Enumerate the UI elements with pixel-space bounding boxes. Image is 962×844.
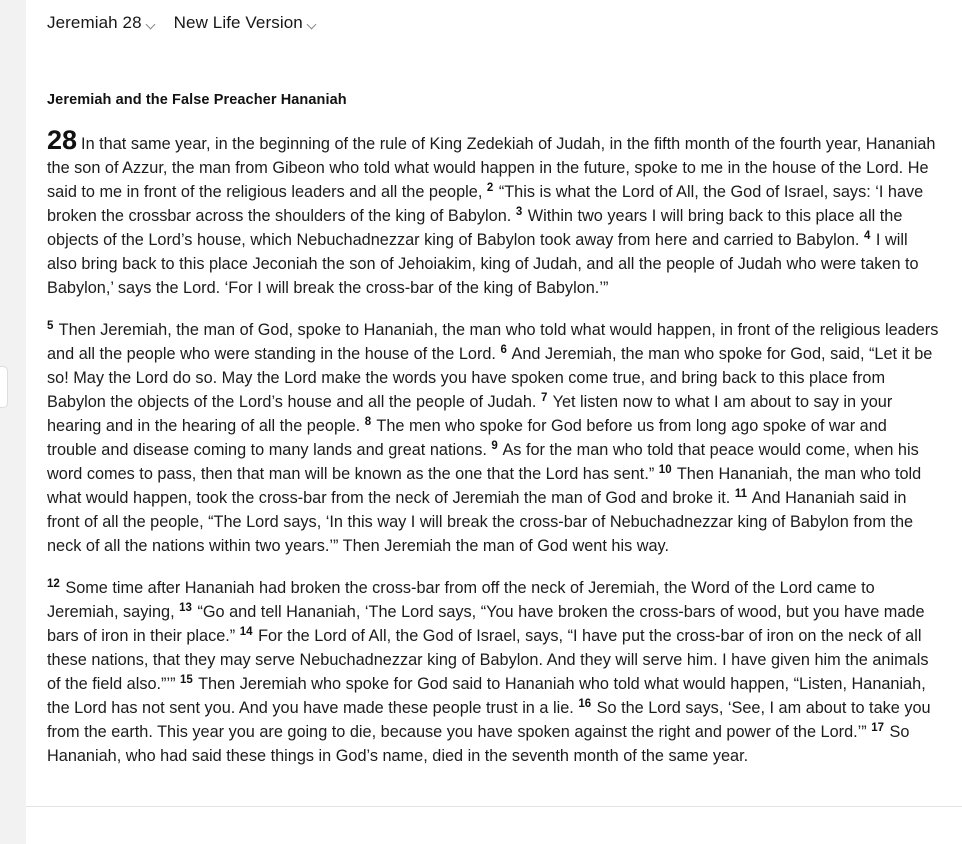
verse-text: And Jeremiah, the man who spoke for God, said, “Let it be so! May the Lord do so. May the Lord make the words you have spoken come true, and bring back to this place from Babylon the objects of the Lord’s house and all the people of Judah. (47, 345, 933, 411)
section-title: Jeremiah and the False Preacher Hananiah (47, 92, 347, 108)
verse-text: In that same year, in the beginning of the rule of King Zedekiah of Judah, in the fifth month of the fourth year, Hananiah the son of Azzur, the man from Gibeon who told what would happen in the future, spoke to me in the house of the Lord. He said to me in front of the religious leaders and all the people, (47, 135, 936, 201)
paragraph-list (47, 125, 940, 768)
verse-number[interactable]: 11 (734, 487, 747, 500)
verse-text: For the Lord of All, the God of Israel, says, “I have put the cross-bar of iron on the neck of all these nations, that they may serve Nebuchadnezzar king of Babylon. And they will serve him. I have given him the animals of the field also.”’” (47, 627, 929, 693)
verse-number[interactable]: 6 (500, 343, 507, 356)
verse-text: Then Jeremiah, the man of God, spoke to Hananiah, the man who told what would happen, in front of the religious leaders and all the people who were standing in the house of the Lord. (47, 321, 939, 363)
verse-number[interactable]: 2 (486, 181, 494, 194)
verse-text: Then Jeremiah who spoke for God said to Hananiah who told what would happen, “Listen, Hananiah, the Lord has not sent you. And you have made these people trust in a lie. (47, 675, 926, 717)
chevron-down-icon (308, 21, 317, 30)
reader-content (26, 0, 962, 844)
verse-text: Yet listen now to what I am about to say in your hearing and in the hearing of all the people. (47, 393, 893, 435)
book-chapter-selector[interactable] (47, 13, 156, 33)
chapter-number: 28 (47, 125, 78, 155)
verse-number[interactable]: 17 (871, 721, 885, 734)
reader-toolbar (26, 0, 962, 40)
verse-text: I will also bring back to this place Jeconiah the son of Jehoiakim, king of Judah, and all the people of Judah who were taken to Babylon,’ says the Lord. ‘For I will break the cross-bar of the king of Babylon.’” (47, 231, 919, 297)
scripture-paragraph (47, 576, 940, 768)
verse-number[interactable]: 12 (47, 577, 60, 590)
scripture-paragraph (47, 318, 940, 558)
verse-text: So Hananiah, who had said these things in God’s name, died in the seventh month of the same year. (47, 723, 910, 765)
verse-number[interactable]: 16 (578, 697, 592, 710)
scripture-paragraph (47, 125, 940, 300)
version-label: New Life Version (173, 13, 303, 32)
book-chapter-label: Jeremiah 28 (47, 13, 142, 32)
verse-text: So the Lord says, ‘See, I am about to take you from the earth. This year you are going to die, because you have spoken against the right and power of the Lord.’” (47, 699, 931, 741)
version-selector[interactable] (174, 13, 317, 33)
verse-number[interactable]: 9 (491, 439, 498, 452)
verse-text: “Go and tell Hananiah, ‘The Lord says, “You have broken the cross-bars of wood, but you have made bars of iron in their place.” (47, 603, 925, 645)
verse-number[interactable]: 3 (515, 205, 523, 218)
chevron-down-icon (147, 21, 156, 30)
left-gutter (0, 0, 26, 844)
verse-number[interactable]: 5 (47, 319, 54, 332)
verse-text: And Hananiah said in front of all the people, “The Lord says, ‘In this way I will break the cross-bar of Nebuchadnezzar king of Babylon from the neck of all the nations within two years.’” Then Jeremiah the man of God went his way. (47, 489, 914, 555)
verse-text: As for the man who told that peace would come, when his word comes to pass, then that man will be known as the one that the Lord has sent.” (47, 441, 919, 483)
verse-number[interactable]: 10 (658, 463, 672, 476)
side-panel-handle[interactable] (0, 366, 8, 408)
verse-number[interactable]: 15 (180, 673, 193, 686)
verse-number[interactable]: 13 (179, 601, 192, 614)
verse-number[interactable]: 8 (364, 415, 372, 428)
verse-number[interactable]: 7 (540, 391, 548, 404)
verse-text: “This is what the Lord of All, the God of Israel, says: ‘I have broken the crossbar across the shoulders of the king of Babylon. (47, 183, 924, 225)
verse-text: Some time after Hananiah had broken the cross-bar from off the neck of Jeremiah, the Word of the Lord came to Jeremiah, saying, (47, 579, 875, 621)
verse-number[interactable]: 4 (863, 229, 871, 242)
verse-number[interactable]: 14 (239, 625, 253, 638)
verse-text: The men who spoke for God before us from long ago spoke of war and trouble and disease coming to many lands and great nations. (47, 417, 887, 459)
verse-text: Within two years I will bring back to this place all the objects of the Lord’s house, which Nebuchadnezzar king of Babylon took away from here and carried to Babylon. (47, 207, 903, 249)
scripture-body (26, 92, 962, 768)
footer-area (26, 807, 962, 844)
verse-text: Then Hananiah, the man who told what would happen, took the cross-bar from the neck of Jeremiah the man of God and broke it. (47, 465, 922, 507)
